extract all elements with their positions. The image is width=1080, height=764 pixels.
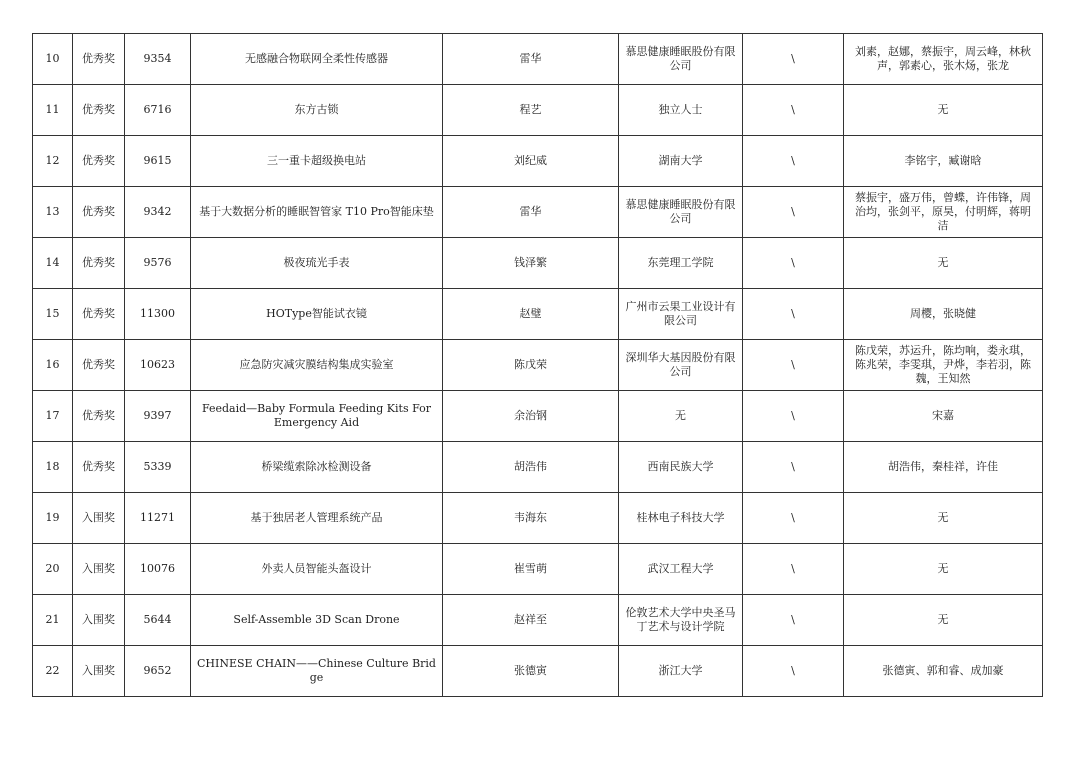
advisor: \ bbox=[743, 544, 844, 595]
table-row bbox=[33, 544, 1043, 595]
work-id: 9354 bbox=[125, 34, 191, 85]
team-members: 无 bbox=[844, 238, 1043, 289]
work-id: 9615 bbox=[125, 136, 191, 187]
organization: 浙江大学 bbox=[619, 646, 743, 697]
award-level: 优秀奖 bbox=[73, 442, 125, 493]
advisor: \ bbox=[743, 493, 844, 544]
work-id: 6716 bbox=[125, 85, 191, 136]
award-level: 入围奖 bbox=[73, 646, 125, 697]
award-level: 优秀奖 bbox=[73, 238, 125, 289]
award-level: 入围奖 bbox=[73, 544, 125, 595]
work-id: 9397 bbox=[125, 391, 191, 442]
advisor: \ bbox=[743, 340, 844, 391]
table-row bbox=[33, 646, 1043, 697]
team-members: 陈戊荣，苏运升，陈均响，娄永琪，陈兆荣，李雯琪，尹烨，李若羽，陈魏，王知然 bbox=[844, 340, 1043, 391]
table-row bbox=[33, 391, 1043, 442]
awards-table-body bbox=[33, 34, 1043, 697]
organization: 湖南大学 bbox=[619, 136, 743, 187]
award-level: 优秀奖 bbox=[73, 289, 125, 340]
row-number: 11 bbox=[33, 85, 73, 136]
project-name: 东方古锁 bbox=[191, 85, 443, 136]
awards-table bbox=[32, 33, 1043, 697]
team-members: 无 bbox=[844, 85, 1043, 136]
row-number: 21 bbox=[33, 595, 73, 646]
organization: 西南民族大学 bbox=[619, 442, 743, 493]
table-row bbox=[33, 595, 1043, 646]
row-number: 14 bbox=[33, 238, 73, 289]
team-members: 无 bbox=[844, 595, 1043, 646]
project-name: Feedaid—Baby Formula Feeding Kits For Emergency Aid bbox=[191, 391, 443, 442]
team-members: 周樱，张晓健 bbox=[844, 289, 1043, 340]
leader-name: 雷华 bbox=[443, 34, 619, 85]
leader-name: 张德寅 bbox=[443, 646, 619, 697]
project-name: CHINESE CHAIN——Chinese Culture Bridge bbox=[191, 646, 443, 697]
team-members: 胡浩伟，秦桂祥，许佳 bbox=[844, 442, 1043, 493]
organization: 广州市云果工业设计有限公司 bbox=[619, 289, 743, 340]
table-row bbox=[33, 493, 1043, 544]
leader-name: 钱泽繁 bbox=[443, 238, 619, 289]
row-number: 17 bbox=[33, 391, 73, 442]
work-id: 5339 bbox=[125, 442, 191, 493]
work-id: 11300 bbox=[125, 289, 191, 340]
leader-name: 赵璧 bbox=[443, 289, 619, 340]
organization: 慕思健康睡眠股份有限公司 bbox=[619, 34, 743, 85]
table-row bbox=[33, 136, 1043, 187]
table-row bbox=[33, 34, 1043, 85]
project-name: Self-Assemble 3D Scan Drone bbox=[191, 595, 443, 646]
project-name: 基于独居老人管理系统产品 bbox=[191, 493, 443, 544]
row-number: 15 bbox=[33, 289, 73, 340]
table-row bbox=[33, 340, 1043, 391]
work-id: 9576 bbox=[125, 238, 191, 289]
row-number: 12 bbox=[33, 136, 73, 187]
award-level: 优秀奖 bbox=[73, 187, 125, 238]
leader-name: 赵祥至 bbox=[443, 595, 619, 646]
project-name: HOType智能试衣镜 bbox=[191, 289, 443, 340]
team-members: 宋嘉 bbox=[844, 391, 1043, 442]
row-number: 16 bbox=[33, 340, 73, 391]
team-members: 蔡振宇，盛万伟，曾蝶，许伟锋，周治均，张剑平，原昊，付明辉，蒋明洁 bbox=[844, 187, 1043, 238]
project-name: 桥梁缆索除冰检测设备 bbox=[191, 442, 443, 493]
organization: 深圳华大基因股份有限公司 bbox=[619, 340, 743, 391]
leader-name: 韦海东 bbox=[443, 493, 619, 544]
organization: 东莞理工学院 bbox=[619, 238, 743, 289]
advisor: \ bbox=[743, 442, 844, 493]
leader-name: 刘纪威 bbox=[443, 136, 619, 187]
work-id: 5644 bbox=[125, 595, 191, 646]
award-level: 优秀奖 bbox=[73, 136, 125, 187]
team-members: 无 bbox=[844, 544, 1043, 595]
table-row bbox=[33, 85, 1043, 136]
leader-name: 雷华 bbox=[443, 187, 619, 238]
advisor: \ bbox=[743, 646, 844, 697]
project-name: 极夜琉光手表 bbox=[191, 238, 443, 289]
advisor: \ bbox=[743, 187, 844, 238]
organization: 慕思健康睡眠股份有限公司 bbox=[619, 187, 743, 238]
advisor: \ bbox=[743, 595, 844, 646]
project-name: 三一重卡超级换电站 bbox=[191, 136, 443, 187]
project-name: 外卖人员智能头盔设计 bbox=[191, 544, 443, 595]
team-members: 刘素，赵娜，蔡振宇，周云峰，林秋声，郭素心，张木炀，张龙 bbox=[844, 34, 1043, 85]
award-level: 优秀奖 bbox=[73, 391, 125, 442]
leader-name: 陈戊荣 bbox=[443, 340, 619, 391]
row-number: 10 bbox=[33, 34, 73, 85]
row-number: 18 bbox=[33, 442, 73, 493]
row-number: 19 bbox=[33, 493, 73, 544]
advisor: \ bbox=[743, 85, 844, 136]
advisor: \ bbox=[743, 34, 844, 85]
work-id: 10076 bbox=[125, 544, 191, 595]
team-members: 张德寅、郭和睿、成加豪 bbox=[844, 646, 1043, 697]
row-number: 22 bbox=[33, 646, 73, 697]
work-id: 10623 bbox=[125, 340, 191, 391]
team-members: 李铭宇，臧谢晗 bbox=[844, 136, 1043, 187]
leader-name: 程艺 bbox=[443, 85, 619, 136]
organization: 无 bbox=[619, 391, 743, 442]
table-row bbox=[33, 238, 1043, 289]
advisor: \ bbox=[743, 391, 844, 442]
organization: 桂林电子科技大学 bbox=[619, 493, 743, 544]
award-level: 优秀奖 bbox=[73, 34, 125, 85]
work-id: 9342 bbox=[125, 187, 191, 238]
leader-name: 崔雪萌 bbox=[443, 544, 619, 595]
project-name: 基于大数据分析的睡眠智管家 T10 Pro智能床垫 bbox=[191, 187, 443, 238]
organization: 武汉工程大学 bbox=[619, 544, 743, 595]
advisor: \ bbox=[743, 238, 844, 289]
organization: 伦敦艺术大学中央圣马丁艺术与设计学院 bbox=[619, 595, 743, 646]
project-name: 无感融合物联网全柔性传感器 bbox=[191, 34, 443, 85]
award-level: 优秀奖 bbox=[73, 85, 125, 136]
award-level: 入围奖 bbox=[73, 493, 125, 544]
work-id: 11271 bbox=[125, 493, 191, 544]
leader-name: 余治钢 bbox=[443, 391, 619, 442]
award-level: 优秀奖 bbox=[73, 340, 125, 391]
project-name: 应急防灾减灾膜结构集成实验室 bbox=[191, 340, 443, 391]
row-number: 20 bbox=[33, 544, 73, 595]
work-id: 9652 bbox=[125, 646, 191, 697]
team-members: 无 bbox=[844, 493, 1043, 544]
table-row bbox=[33, 442, 1043, 493]
award-level: 入围奖 bbox=[73, 595, 125, 646]
row-number: 13 bbox=[33, 187, 73, 238]
table-row bbox=[33, 289, 1043, 340]
advisor: \ bbox=[743, 136, 844, 187]
table-row bbox=[33, 187, 1043, 238]
organization: 独立人士 bbox=[619, 85, 743, 136]
advisor: \ bbox=[743, 289, 844, 340]
leader-name: 胡浩伟 bbox=[443, 442, 619, 493]
